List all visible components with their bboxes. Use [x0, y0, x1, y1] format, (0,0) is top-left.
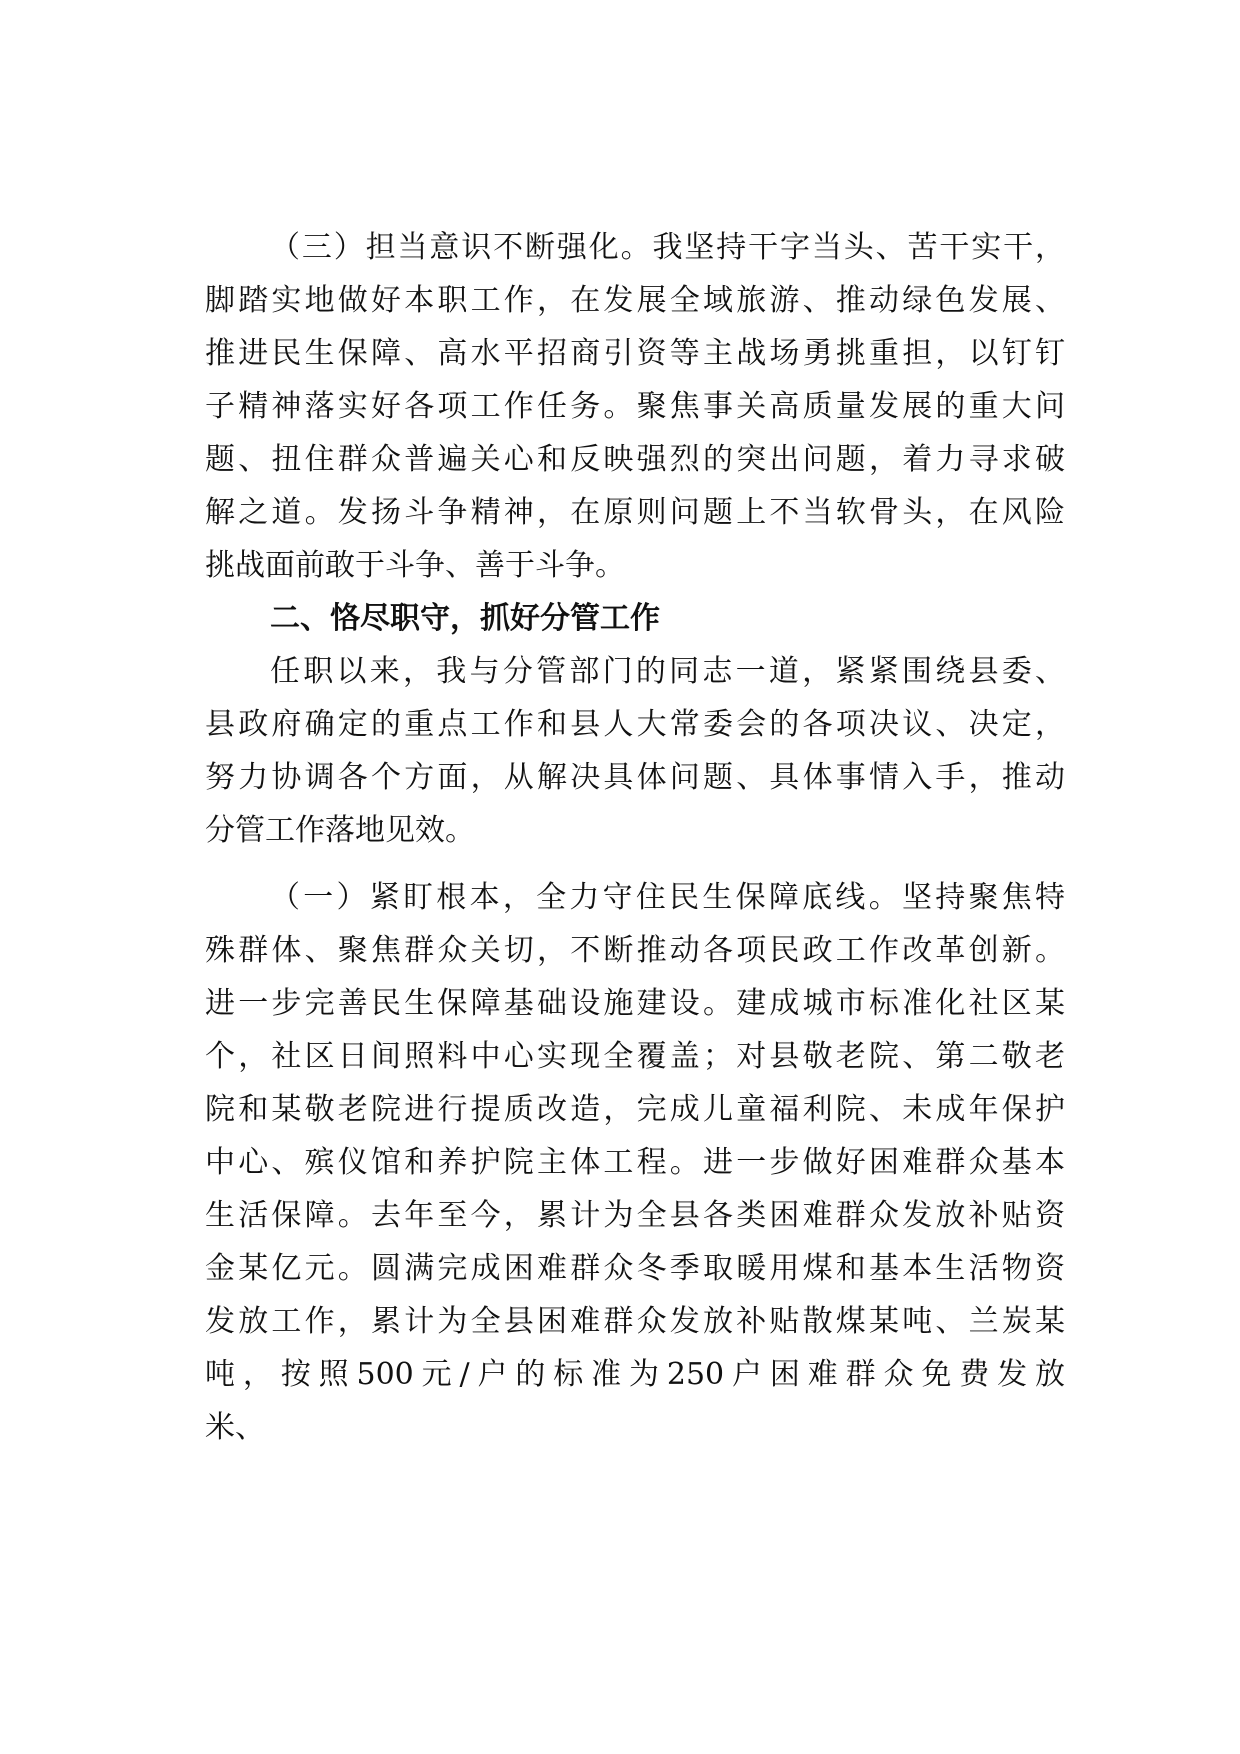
paragraph-section-one: [205, 878, 1065, 1461]
paragraph-line: 发放工作，累计为全县困难群众发放补贴散煤某吨、兰炭某: [205, 1304, 1065, 1339]
paragraph-gap: [205, 864, 1065, 878]
paragraph-line: （一）紧盯根本，全力守住民生保障底线。坚持聚焦特: [270, 880, 1065, 915]
paragraph-intro: [205, 652, 1065, 864]
paragraph-line: 推进民生保障、高水平招商引资等主战场勇挑重担，以钉钉: [205, 336, 1065, 371]
paragraph-line: 县政府确定的重点工作和县人大常委会的各项决议、决定，: [205, 707, 1065, 742]
paragraph-line: 吨，按照500元/户的标准为250户困难群众免费发放: [205, 1357, 1065, 1392]
paragraph-line: 解之道。发扬斗争精神，在原则问题上不当软骨头，在风险: [205, 495, 1065, 530]
document-body: [205, 228, 1065, 1461]
section-heading: 二、恪尽职守，抓好分管工作: [270, 601, 660, 636]
paragraph-line: 分管工作落地见效。: [205, 813, 475, 848]
paragraph-line: 脚踏实地做好本职工作，在发展全域旅游、推动绿色发展、: [205, 283, 1065, 318]
paragraph-line: 努力协调各个方面，从解决具体问题、具体事情入手，推动: [205, 760, 1065, 795]
paragraph-line: 中心、殡仪馆和养护院主体工程。进一步做好困难群众基本: [205, 1145, 1065, 1180]
paragraph-line: 题、扭住群众普遍关心和反映强烈的突出问题，着力寻求破: [205, 442, 1065, 477]
paragraph-line: 生活保障。去年至今，累计为全县各类困难群众发放补贴资: [205, 1198, 1065, 1233]
paragraph-line: 子精神落实好各项工作任务。聚焦事关高质量发展的重大问: [205, 389, 1065, 424]
paragraph-line: 进一步完善民生保障基础设施建设。建成城市标准化社区某: [205, 986, 1065, 1021]
paragraph-line: （三）担当意识不断强化。我坚持干字当头、苦干实干，: [270, 230, 1065, 265]
paragraph-section-three: [205, 228, 1065, 599]
paragraph-line: 米、: [205, 1410, 265, 1445]
paragraph-line: 任职以来，我与分管部门的同志一道，紧紧围绕县委、: [270, 654, 1065, 689]
paragraph-line: 金某亿元。圆满完成困难群众冬季取暖用煤和基本生活物资: [205, 1251, 1065, 1286]
paragraph-line: 院和某敬老院进行提质改造，完成儿童福利院、未成年保护: [205, 1092, 1065, 1127]
paragraph-line: 殊群体、聚焦群众关切，不断推动各项民政工作改革创新。: [205, 933, 1065, 968]
paragraph-line: 个，社区日间照料中心实现全覆盖；对县敬老院、第二敬老: [205, 1039, 1065, 1074]
paragraph-line: 挑战面前敢于斗争、善于斗争。: [205, 548, 625, 583]
